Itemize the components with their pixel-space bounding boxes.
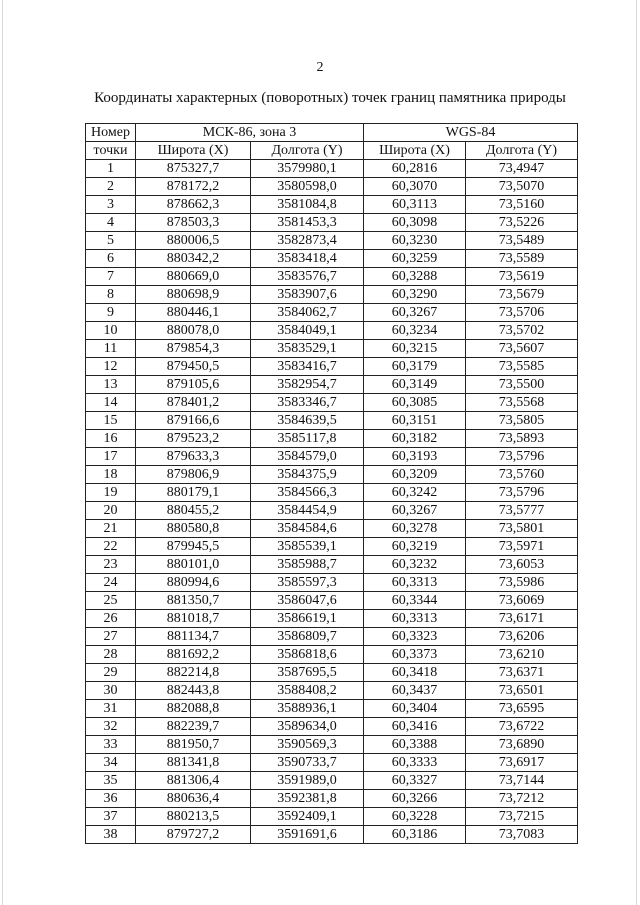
cell-msk-longitude: 3584375,9 xyxy=(251,466,364,484)
cell-msk-longitude: 3588936,1 xyxy=(251,700,364,718)
table-row xyxy=(86,772,578,790)
cell-msk-longitude: 3582873,4 xyxy=(251,232,364,250)
cell-wgs-longitude: 73,5619 xyxy=(466,268,578,286)
table-row xyxy=(86,214,578,232)
cell-msk-longitude: 3590569,3 xyxy=(251,736,364,754)
cell-wgs-latitude: 60,3288 xyxy=(364,268,466,286)
cell-wgs-latitude: 60,3278 xyxy=(364,520,466,538)
cell-point-number: 21 xyxy=(86,520,136,538)
cell-point-number: 31 xyxy=(86,700,136,718)
cell-point-number: 2 xyxy=(86,178,136,196)
table-row xyxy=(86,682,578,700)
cell-wgs-latitude: 60,3267 xyxy=(364,502,466,520)
cell-wgs-latitude: 60,3437 xyxy=(364,682,466,700)
cell-wgs-latitude: 60,3313 xyxy=(364,574,466,592)
cell-msk-longitude: 3584454,9 xyxy=(251,502,364,520)
cell-wgs-longitude: 73,6890 xyxy=(466,736,578,754)
cell-msk-longitude: 3587695,5 xyxy=(251,664,364,682)
cell-wgs-latitude: 60,3098 xyxy=(364,214,466,232)
cell-msk-latitude: 880006,5 xyxy=(136,232,251,250)
cell-wgs-latitude: 60,3313 xyxy=(364,610,466,628)
cell-msk-latitude: 875327,7 xyxy=(136,160,251,178)
cell-point-number: 8 xyxy=(86,286,136,304)
cell-msk-latitude: 879523,2 xyxy=(136,430,251,448)
document-title: Координаты характерных (поворотных) точек границ памятника природы xyxy=(94,90,566,106)
cell-point-number: 29 xyxy=(86,664,136,682)
cell-wgs-longitude: 73,6595 xyxy=(466,700,578,718)
cell-wgs-longitude: 73,5226 xyxy=(466,214,578,232)
table-row xyxy=(86,430,578,448)
cell-wgs-longitude: 73,6206 xyxy=(466,628,578,646)
cell-msk-latitude: 882088,8 xyxy=(136,700,251,718)
cell-wgs-latitude: 60,3149 xyxy=(364,376,466,394)
cell-wgs-latitude: 60,2816 xyxy=(364,160,466,178)
cell-wgs-latitude: 60,3113 xyxy=(364,196,466,214)
header-number-top: Номер xyxy=(86,124,136,142)
cell-msk-longitude: 3581084,8 xyxy=(251,196,364,214)
table-row xyxy=(86,160,578,178)
cell-wgs-longitude: 73,5760 xyxy=(466,466,578,484)
cell-wgs-longitude: 73,5796 xyxy=(466,448,578,466)
table-row xyxy=(86,592,578,610)
cell-msk-longitude: 3590733,7 xyxy=(251,754,364,772)
table-row xyxy=(86,520,578,538)
table-row xyxy=(86,610,578,628)
table-row xyxy=(86,304,578,322)
cell-wgs-longitude: 73,5679 xyxy=(466,286,578,304)
table-row xyxy=(86,358,578,376)
table-row xyxy=(86,178,578,196)
cell-point-number: 24 xyxy=(86,574,136,592)
cell-msk-longitude: 3585597,3 xyxy=(251,574,364,592)
cell-msk-longitude: 3586619,1 xyxy=(251,610,364,628)
header-wgs-latitude: Широта (X) xyxy=(364,142,466,160)
coordinates-table xyxy=(85,123,578,844)
header-msk-longitude: Долгота (Y) xyxy=(251,142,364,160)
cell-point-number: 18 xyxy=(86,466,136,484)
cell-msk-longitude: 3592409,1 xyxy=(251,808,364,826)
cell-wgs-longitude: 73,5796 xyxy=(466,484,578,502)
cell-wgs-longitude: 73,6171 xyxy=(466,610,578,628)
cell-msk-latitude: 880994,6 xyxy=(136,574,251,592)
cell-msk-latitude: 881692,2 xyxy=(136,646,251,664)
cell-wgs-latitude: 60,3344 xyxy=(364,592,466,610)
cell-point-number: 6 xyxy=(86,250,136,268)
cell-msk-longitude: 3584639,5 xyxy=(251,412,364,430)
cell-wgs-longitude: 73,6722 xyxy=(466,718,578,736)
cell-wgs-longitude: 73,7144 xyxy=(466,772,578,790)
cell-point-number: 16 xyxy=(86,430,136,448)
cell-msk-latitude: 879727,2 xyxy=(136,826,251,844)
cell-point-number: 17 xyxy=(86,448,136,466)
cell-msk-latitude: 879945,5 xyxy=(136,538,251,556)
cell-msk-longitude: 3584579,0 xyxy=(251,448,364,466)
cell-point-number: 26 xyxy=(86,610,136,628)
header-msk-latitude: Широта (X) xyxy=(136,142,251,160)
cell-msk-latitude: 881134,7 xyxy=(136,628,251,646)
cell-wgs-latitude: 60,3230 xyxy=(364,232,466,250)
cell-wgs-latitude: 60,3228 xyxy=(364,808,466,826)
table-row xyxy=(86,754,578,772)
cell-wgs-longitude: 73,5160 xyxy=(466,196,578,214)
header-group-wgs: WGS-84 xyxy=(364,124,578,142)
table-row xyxy=(86,322,578,340)
header-group-msk: МСК-86, зона 3 xyxy=(136,124,364,142)
cell-wgs-longitude: 73,5607 xyxy=(466,340,578,358)
table-row xyxy=(86,502,578,520)
cell-point-number: 27 xyxy=(86,628,136,646)
cell-wgs-longitude: 73,7215 xyxy=(466,808,578,826)
cell-wgs-longitude: 73,6069 xyxy=(466,592,578,610)
cell-wgs-latitude: 60,3182 xyxy=(364,430,466,448)
page-number: 2 xyxy=(316,60,324,75)
cell-msk-latitude: 880179,1 xyxy=(136,484,251,502)
table-row xyxy=(86,628,578,646)
table-row xyxy=(86,826,578,844)
cell-point-number: 37 xyxy=(86,808,136,826)
table-row xyxy=(86,268,578,286)
cell-wgs-longitude: 73,5070 xyxy=(466,178,578,196)
header-number-bottom: точки xyxy=(86,142,136,160)
cell-wgs-latitude: 60,3323 xyxy=(364,628,466,646)
cell-wgs-longitude: 73,5568 xyxy=(466,394,578,412)
cell-msk-latitude: 879854,3 xyxy=(136,340,251,358)
cell-msk-longitude: 3584584,6 xyxy=(251,520,364,538)
cell-msk-latitude: 880078,0 xyxy=(136,322,251,340)
table-row xyxy=(86,538,578,556)
cell-msk-latitude: 881018,7 xyxy=(136,610,251,628)
cell-wgs-latitude: 60,3070 xyxy=(364,178,466,196)
cell-wgs-longitude: 73,5805 xyxy=(466,412,578,430)
cell-wgs-longitude: 73,5585 xyxy=(466,358,578,376)
cell-msk-longitude: 3585988,7 xyxy=(251,556,364,574)
cell-msk-latitude: 880698,9 xyxy=(136,286,251,304)
cell-wgs-latitude: 60,3209 xyxy=(364,466,466,484)
cell-msk-latitude: 878503,3 xyxy=(136,214,251,232)
cell-point-number: 33 xyxy=(86,736,136,754)
table-row xyxy=(86,484,578,502)
cell-msk-latitude: 879806,9 xyxy=(136,466,251,484)
cell-point-number: 9 xyxy=(86,304,136,322)
cell-wgs-longitude: 73,5801 xyxy=(466,520,578,538)
cell-point-number: 12 xyxy=(86,358,136,376)
cell-msk-latitude: 880101,0 xyxy=(136,556,251,574)
cell-point-number: 38 xyxy=(86,826,136,844)
cell-msk-longitude: 3584062,7 xyxy=(251,304,364,322)
cell-msk-longitude: 3583576,7 xyxy=(251,268,364,286)
cell-wgs-longitude: 73,5777 xyxy=(466,502,578,520)
table-row xyxy=(86,466,578,484)
cell-point-number: 32 xyxy=(86,718,136,736)
cell-wgs-latitude: 60,3193 xyxy=(364,448,466,466)
cell-wgs-latitude: 60,3333 xyxy=(364,754,466,772)
table-row xyxy=(86,394,578,412)
cell-wgs-longitude: 73,5971 xyxy=(466,538,578,556)
cell-point-number: 14 xyxy=(86,394,136,412)
header-wgs-longitude: Долгота (Y) xyxy=(466,142,578,160)
cell-wgs-latitude: 60,3151 xyxy=(364,412,466,430)
cell-wgs-longitude: 73,6501 xyxy=(466,682,578,700)
cell-point-number: 22 xyxy=(86,538,136,556)
cell-wgs-longitude: 73,5702 xyxy=(466,322,578,340)
cell-point-number: 23 xyxy=(86,556,136,574)
cell-point-number: 20 xyxy=(86,502,136,520)
cell-msk-latitude: 881341,8 xyxy=(136,754,251,772)
cell-wgs-latitude: 60,3085 xyxy=(364,394,466,412)
cell-wgs-latitude: 60,3219 xyxy=(364,538,466,556)
cell-wgs-longitude: 73,7212 xyxy=(466,790,578,808)
cell-msk-latitude: 881306,4 xyxy=(136,772,251,790)
cell-msk-latitude: 880342,2 xyxy=(136,250,251,268)
cell-wgs-longitude: 73,5589 xyxy=(466,250,578,268)
cell-wgs-latitude: 60,3266 xyxy=(364,790,466,808)
table-row xyxy=(86,574,578,592)
cell-wgs-latitude: 60,3242 xyxy=(364,484,466,502)
cell-wgs-latitude: 60,3267 xyxy=(364,304,466,322)
cell-point-number: 30 xyxy=(86,682,136,700)
cell-wgs-longitude: 73,5706 xyxy=(466,304,578,322)
cell-wgs-latitude: 60,3404 xyxy=(364,700,466,718)
cell-msk-latitude: 878172,2 xyxy=(136,178,251,196)
cell-msk-longitude: 3592381,8 xyxy=(251,790,364,808)
table-row xyxy=(86,556,578,574)
table-row xyxy=(86,286,578,304)
cell-point-number: 7 xyxy=(86,268,136,286)
cell-wgs-longitude: 73,6053 xyxy=(466,556,578,574)
cell-wgs-longitude: 73,5893 xyxy=(466,430,578,448)
cell-msk-latitude: 878401,2 xyxy=(136,394,251,412)
cell-wgs-latitude: 60,3416 xyxy=(364,718,466,736)
cell-wgs-latitude: 60,3388 xyxy=(364,736,466,754)
cell-msk-longitude: 3583416,7 xyxy=(251,358,364,376)
cell-msk-latitude: 880580,8 xyxy=(136,520,251,538)
cell-wgs-longitude: 73,5986 xyxy=(466,574,578,592)
cell-point-number: 10 xyxy=(86,322,136,340)
cell-msk-latitude: 879450,5 xyxy=(136,358,251,376)
cell-msk-longitude: 3588408,2 xyxy=(251,682,364,700)
cell-msk-latitude: 880669,0 xyxy=(136,268,251,286)
cell-point-number: 13 xyxy=(86,376,136,394)
table-header xyxy=(86,124,578,160)
cell-msk-longitude: 3584566,3 xyxy=(251,484,364,502)
page-edge-line-left xyxy=(2,0,3,905)
cell-msk-longitude: 3589634,0 xyxy=(251,718,364,736)
cell-msk-latitude: 879633,3 xyxy=(136,448,251,466)
cell-wgs-latitude: 60,3234 xyxy=(364,322,466,340)
table-row xyxy=(86,808,578,826)
cell-msk-longitude: 3591989,0 xyxy=(251,772,364,790)
table-row xyxy=(86,790,578,808)
cell-msk-longitude: 3585117,8 xyxy=(251,430,364,448)
table-row xyxy=(86,232,578,250)
cell-msk-latitude: 882443,8 xyxy=(136,682,251,700)
cell-wgs-latitude: 60,3186 xyxy=(364,826,466,844)
cell-wgs-longitude: 73,6371 xyxy=(466,664,578,682)
cell-msk-latitude: 880213,5 xyxy=(136,808,251,826)
cell-msk-latitude: 881350,7 xyxy=(136,592,251,610)
cell-msk-latitude: 882214,8 xyxy=(136,664,251,682)
table-row xyxy=(86,646,578,664)
cell-point-number: 4 xyxy=(86,214,136,232)
cell-msk-longitude: 3586818,6 xyxy=(251,646,364,664)
cell-msk-longitude: 3586047,6 xyxy=(251,592,364,610)
cell-wgs-latitude: 60,3418 xyxy=(364,664,466,682)
table-row xyxy=(86,196,578,214)
cell-msk-latitude: 880446,1 xyxy=(136,304,251,322)
cell-msk-longitude: 3585539,1 xyxy=(251,538,364,556)
table-row xyxy=(86,664,578,682)
cell-wgs-latitude: 60,3373 xyxy=(364,646,466,664)
cell-msk-longitude: 3583418,4 xyxy=(251,250,364,268)
cell-wgs-longitude: 73,5489 xyxy=(466,232,578,250)
cell-msk-latitude: 880636,4 xyxy=(136,790,251,808)
cell-point-number: 19 xyxy=(86,484,136,502)
cell-point-number: 25 xyxy=(86,592,136,610)
cell-msk-latitude: 881950,7 xyxy=(136,736,251,754)
table-row xyxy=(86,718,578,736)
cell-msk-longitude: 3586809,7 xyxy=(251,628,364,646)
cell-msk-longitude: 3583529,1 xyxy=(251,340,364,358)
cell-wgs-latitude: 60,3327 xyxy=(364,772,466,790)
cell-msk-longitude: 3584049,1 xyxy=(251,322,364,340)
cell-wgs-latitude: 60,3179 xyxy=(364,358,466,376)
cell-msk-longitude: 3579980,1 xyxy=(251,160,364,178)
cell-msk-latitude: 882239,7 xyxy=(136,718,251,736)
cell-msk-latitude: 880455,2 xyxy=(136,502,251,520)
cell-wgs-longitude: 73,4947 xyxy=(466,160,578,178)
cell-msk-longitude: 3580598,0 xyxy=(251,178,364,196)
cell-msk-latitude: 879166,6 xyxy=(136,412,251,430)
cell-point-number: 15 xyxy=(86,412,136,430)
cell-wgs-latitude: 60,3259 xyxy=(364,250,466,268)
cell-wgs-longitude: 73,6917 xyxy=(466,754,578,772)
table-row xyxy=(86,376,578,394)
cell-point-number: 35 xyxy=(86,772,136,790)
cell-wgs-latitude: 60,3215 xyxy=(364,340,466,358)
cell-point-number: 1 xyxy=(86,160,136,178)
cell-point-number: 3 xyxy=(86,196,136,214)
table-row xyxy=(86,448,578,466)
cell-msk-longitude: 3583346,7 xyxy=(251,394,364,412)
cell-wgs-longitude: 73,6210 xyxy=(466,646,578,664)
table-row xyxy=(86,340,578,358)
cell-msk-longitude: 3581453,3 xyxy=(251,214,364,232)
table-row xyxy=(86,250,578,268)
cell-point-number: 36 xyxy=(86,790,136,808)
cell-wgs-longitude: 73,5500 xyxy=(466,376,578,394)
cell-point-number: 11 xyxy=(86,340,136,358)
cell-wgs-latitude: 60,3290 xyxy=(364,286,466,304)
cell-point-number: 5 xyxy=(86,232,136,250)
cell-point-number: 34 xyxy=(86,754,136,772)
cell-msk-latitude: 878662,3 xyxy=(136,196,251,214)
table-row xyxy=(86,736,578,754)
page-edge-line-right xyxy=(636,0,637,905)
table-row xyxy=(86,412,578,430)
table-body xyxy=(86,160,578,844)
cell-point-number: 28 xyxy=(86,646,136,664)
cell-wgs-longitude: 73,7083 xyxy=(466,826,578,844)
cell-wgs-latitude: 60,3232 xyxy=(364,556,466,574)
table-row xyxy=(86,700,578,718)
cell-msk-longitude: 3583907,6 xyxy=(251,286,364,304)
cell-msk-latitude: 879105,6 xyxy=(136,376,251,394)
cell-msk-longitude: 3591691,6 xyxy=(251,826,364,844)
cell-msk-longitude: 3582954,7 xyxy=(251,376,364,394)
